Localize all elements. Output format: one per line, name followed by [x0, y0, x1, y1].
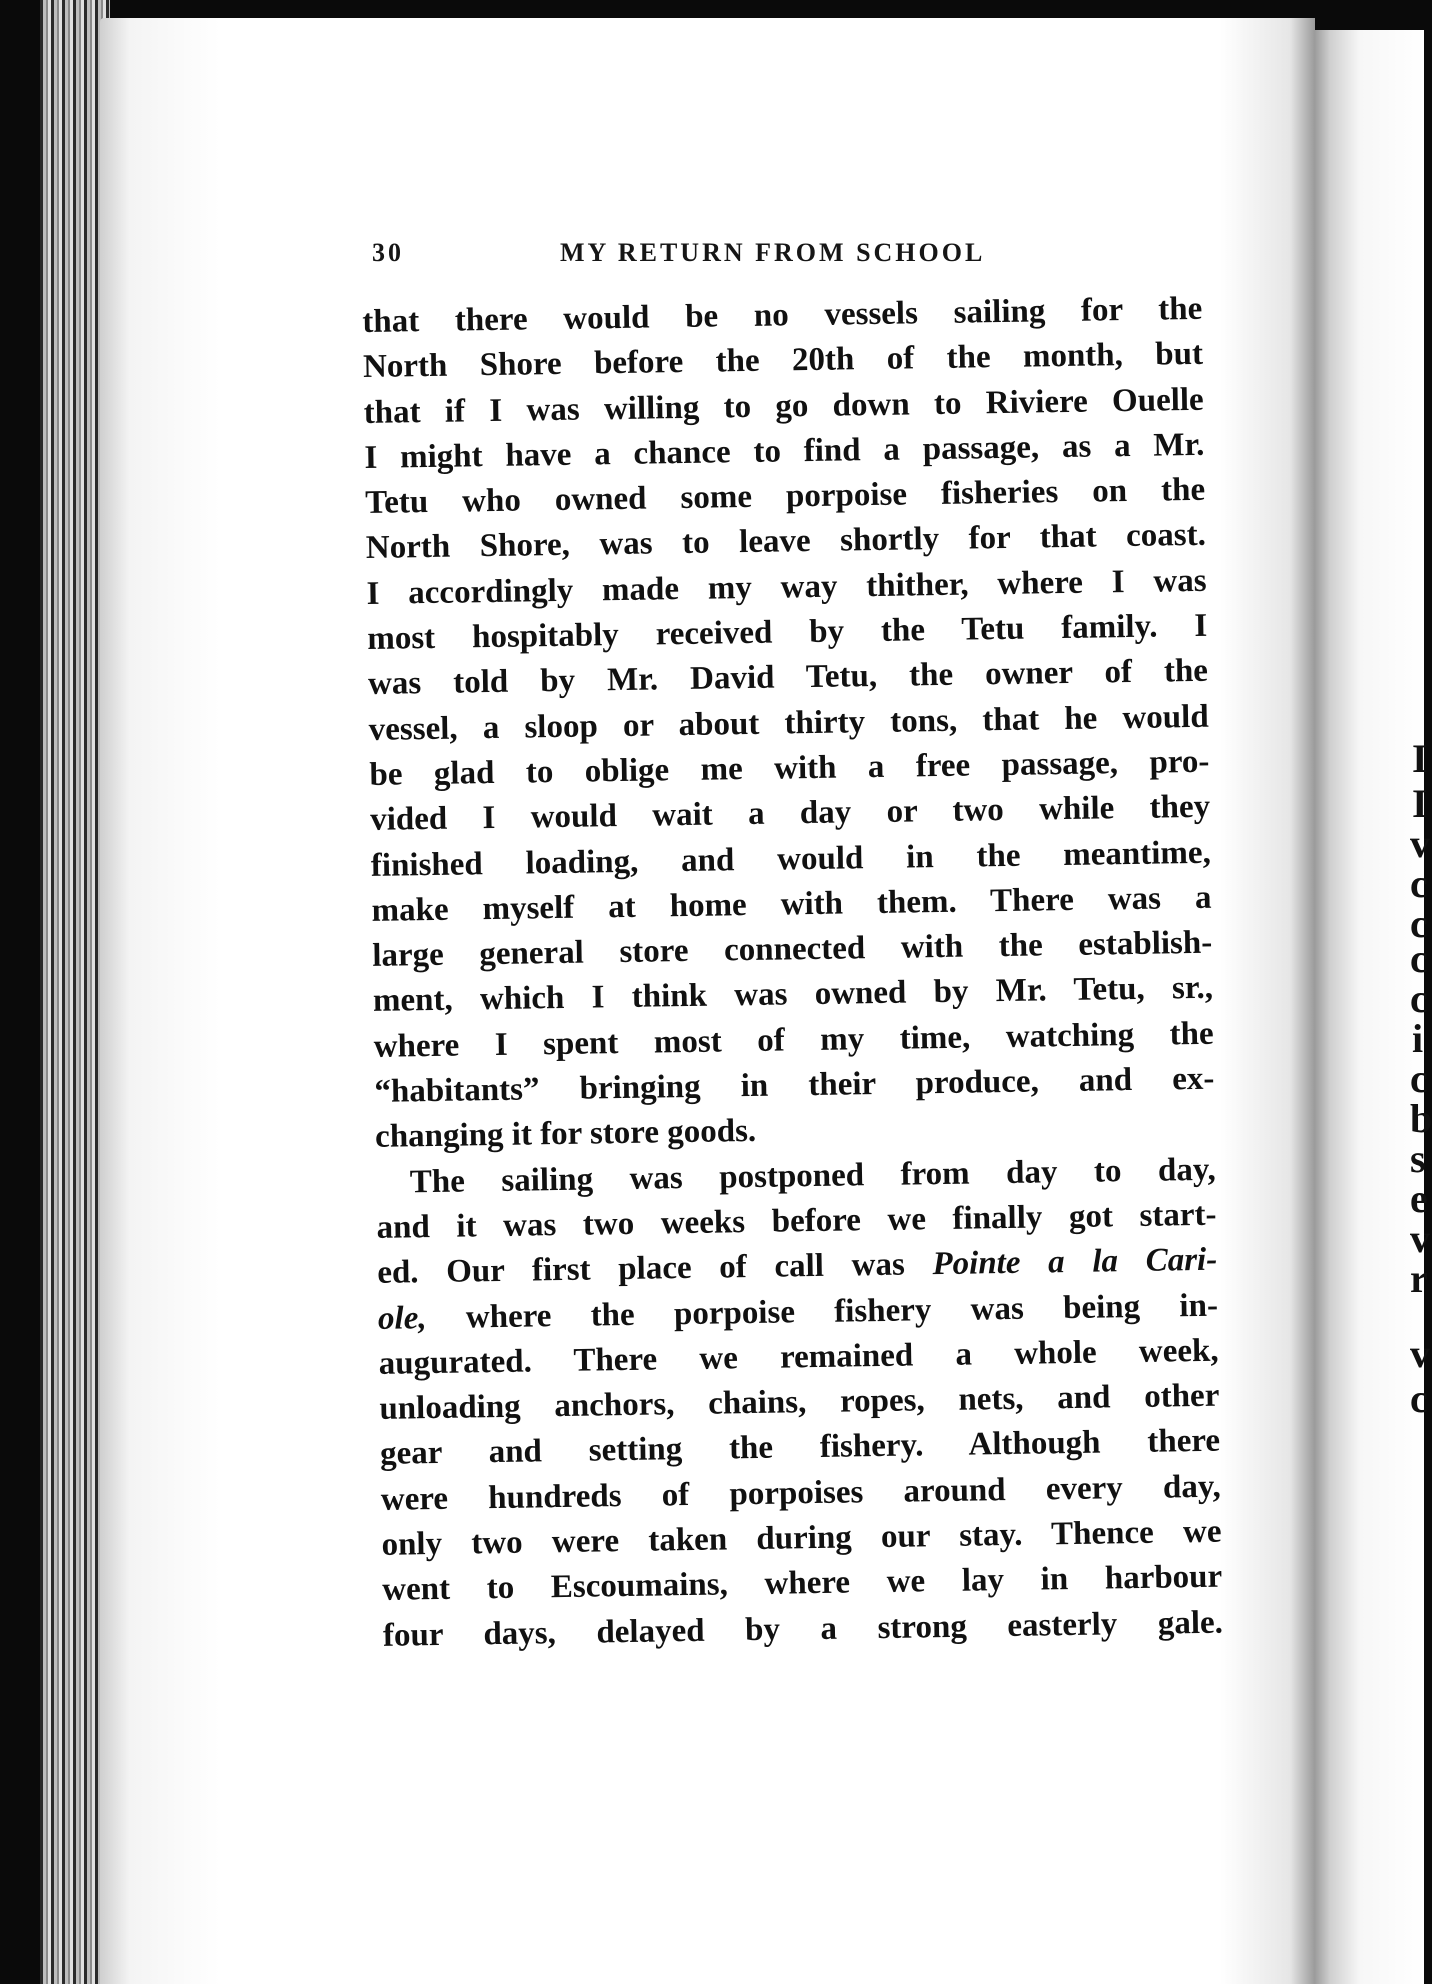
facing-page-fragment: v	[1410, 821, 1430, 866]
text-line: North Shore before the 20th of the month, but	[362, 336, 1204, 386]
facing-page-fragment: c	[1410, 976, 1428, 1021]
text-run: ed. Our first place of call was	[377, 1246, 933, 1292]
text-line: vided I would wait a day or two while they	[369, 789, 1211, 839]
text-line: North Shore, was to leave shortly for that coast.	[365, 517, 1207, 567]
facing-page-fragment: s	[1410, 1136, 1426, 1181]
italic-place-name: ole,	[377, 1299, 427, 1337]
facing-page-fragment: e	[1410, 1176, 1428, 1221]
text-line: were hundreds of porpoises around every day,	[380, 1468, 1222, 1518]
text-line: augurated. There we remained a whole week,	[378, 1332, 1219, 1382]
facing-page-fragment: c	[1410, 861, 1428, 906]
italic-place-name: Pointe a la Cari-	[932, 1241, 1218, 1283]
text-line: and it was two weeks before we finally got start-	[376, 1196, 1217, 1246]
facing-page	[1300, 30, 1432, 1984]
text-line: I accordingly made my way thither, where I was	[366, 562, 1207, 612]
facing-page-fragment: r	[1410, 1256, 1428, 1301]
text-line: was told by Mr. David Tetu, the owner of the	[367, 653, 1209, 703]
text-line: I might have a chance to find a passage, as a Mr.	[364, 426, 1205, 476]
text-line: “habitants” bringing in their produce, and ex-	[374, 1060, 1215, 1110]
facing-page-fragment: I	[1412, 781, 1428, 826]
facing-page-fragment: v	[1410, 1216, 1430, 1261]
text-line: ment, which I think was owned by Mr. Tetu, sr.,	[372, 970, 1214, 1020]
facing-page-fragment: i	[1412, 1016, 1424, 1061]
text-line: only two were taken during our stay. Thence we	[381, 1513, 1222, 1563]
text-line: be glad to oblige me with a free passage, pro-	[369, 743, 1210, 793]
text-line: finished loading, and would in the meantime,	[370, 834, 1212, 884]
facing-page-fragment: c	[1410, 1376, 1428, 1421]
text-line: most hospitably received by the Tetu family. I	[367, 607, 1208, 658]
text-line: where I spent most of my time, watching the	[373, 1015, 1214, 1065]
text-line: went to Escoumains, where we lay in harbour	[381, 1558, 1223, 1609]
text-line: changing it for store goods.	[374, 1113, 757, 1156]
text-line: unloading anchors, chains, ropes, nets, and other	[379, 1377, 1220, 1427]
text-line: Tetu who owned some porpoise fisheries on the	[364, 471, 1206, 522]
facing-page-fragment: I	[1412, 736, 1428, 781]
running-title: MY RETURN FROM SCHOOL	[560, 238, 986, 267]
facing-page-fragment: c	[1410, 901, 1428, 946]
facing-page-fragment: c	[1410, 1056, 1428, 1101]
text-line: vessel, a sloop or about thirty tons, that he would	[368, 698, 1209, 748]
text-line: make myself at home with them. There was a	[371, 879, 1212, 929]
facing-page-fragment: c	[1410, 936, 1428, 981]
text-line: The sailing was postponed from day to day,	[409, 1151, 1217, 1200]
text-line: that there would be no vessels sailing for the	[362, 290, 1203, 340]
text-line: large general store connected with the establish-	[372, 924, 1213, 975]
facing-page-fragment: b	[1410, 1096, 1432, 1141]
text-line: that if I was willing to go down to Riviere Ouelle	[363, 381, 1204, 431]
text-line: gear and setting the fishery. Although there	[379, 1423, 1221, 1473]
text-run: where the porpoise fishery was being in-	[426, 1287, 1219, 1336]
page-number: 30	[372, 238, 404, 267]
text-line: four days, delayed by a strong easterly gale.	[382, 1604, 1224, 1654]
body-text	[362, 287, 1223, 1659]
facing-page-fragment: v	[1410, 1331, 1430, 1376]
running-head	[372, 238, 1032, 278]
